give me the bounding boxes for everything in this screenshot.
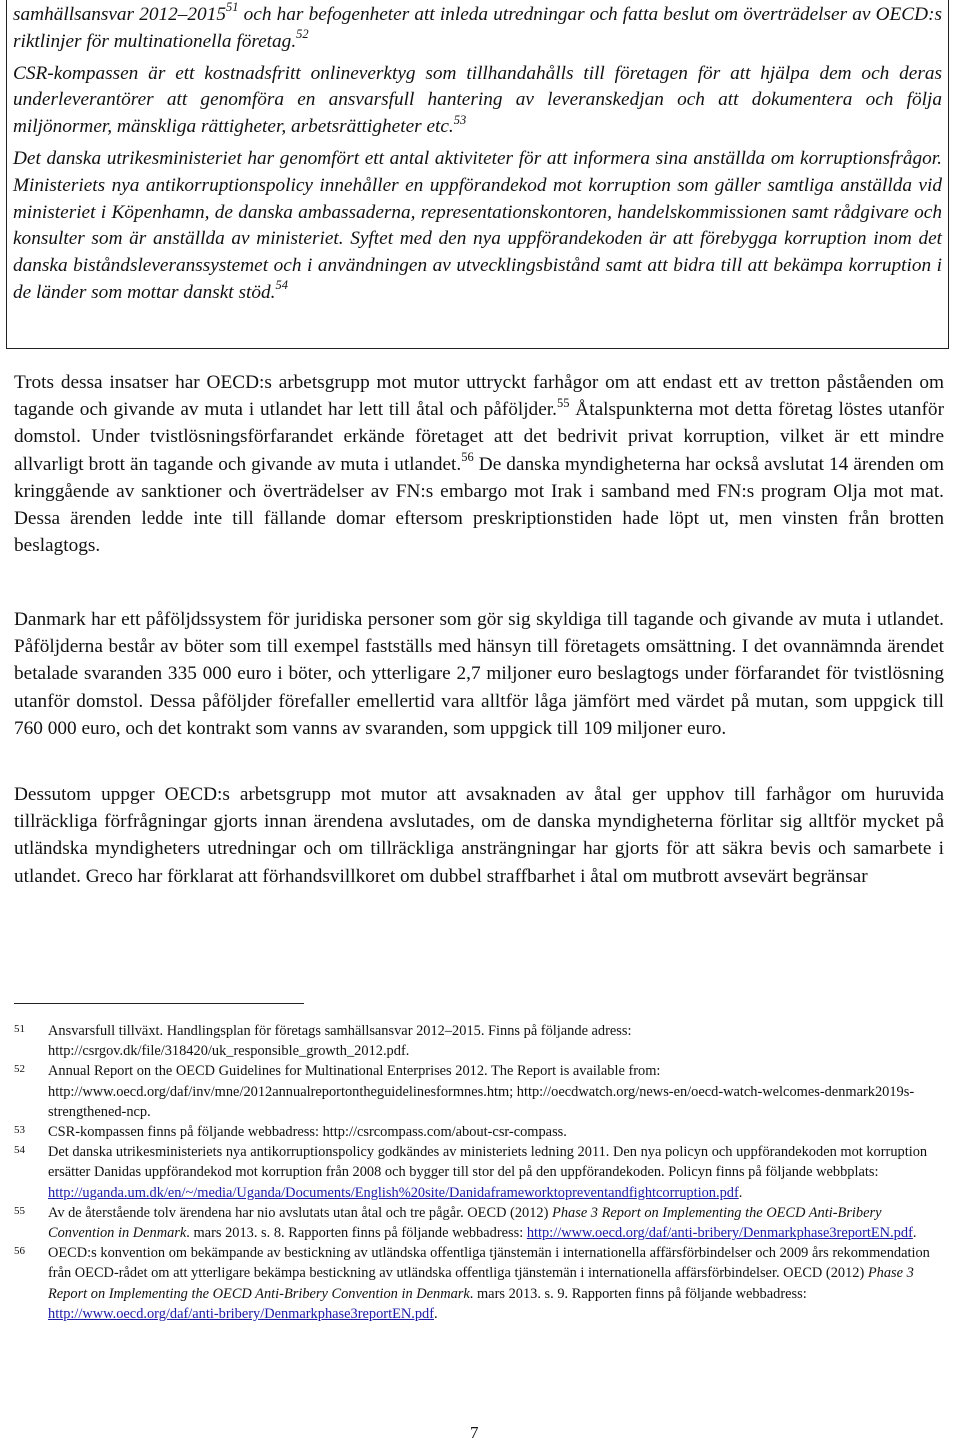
body-p2-text: Danmark har ett påföljdssystem för juridiska personer som gör sig skyldiga till tagande och givande av muta i utlandet. Påföljderna består av böter som till exempel fastställs med hänsyn till företagets omsättning. I det ovannämnda ärendet betalade svaranden 335 000 euro i böter, och ytterligare 2,7 miljoner euro beslagtogs under förfarandet för tvistlösning utanför domstol. Dessa påföljder förefaller emellertid vara alltför låga jämfört med värdet på mutan, som uppgick till 760 000 euro, och det kontrakt som vanns av svaranden, som uppgick till 109 miljoner euro. (14, 609, 944, 739)
footnote-text: Annual Report on the OECD Guidelines for Multinational Enterprises 2012. The Report is available from: http://www.oecd.org/daf/inv/mne/2012annualreportontheguidelinesformnes.htm; http://oecdwatch.org/news-en/oecd-watch-welcomes-denmark2019s-strengthened-ncp. (48, 1063, 915, 1120)
body-p1-part1: Trots dessa insatser har OECD:s arbetsgrupp mot mutor uttryckt farhågor om att endast ett av tretton påståenden om tagande och givande av muta i utlandet har lett till åtal och påföljder. (14, 372, 944, 421)
footnote-54-after: . (738, 1184, 743, 1201)
footnote-separator (14, 1003, 304, 1004)
body-p3-text: Dessutom uppger OECD:s arbetsgrupp mot mutor att avsaknaden av åtal ger upphov till farhågor om huruvida tillräckliga förfrågningar gjorts innan ärendena avslutades, om de danska myndigheterna förlitar sig alltför mycket på utländska myndigheters utredningar och om tillräckliga ansträngningar har gjorts för att säkra bevis och samarbete i utlandet. Greco har förklarat att förhandsvillkoret om dubbel straffbarhet i åtal om mutbrott avsevärt begränsar (14, 784, 944, 887)
footnote-52 (14, 1061, 944, 1122)
footnote-text: CSR-kompassen finns på följande webbadress: http://csrcompass.com/about-csr-compass. (48, 1124, 567, 1141)
box-p1-text-b: och har befogenheter att inleda utredningar och fatta beslut om överträdelser av OECD:s riktlinjer för multinationella företag. (13, 4, 943, 52)
box-p1-text-a: samhällsansvar 2012–2015 (13, 4, 226, 25)
page-number: 7 (470, 1423, 479, 1442)
footnote-55-pre: Av de återstående tolv ärendena har nio avslutats utan åtal och tre pågår. OECD (2012) (48, 1204, 553, 1221)
footnote-55 (14, 1203, 944, 1243)
footnote-number: 52 (14, 1063, 25, 1076)
footnote-number: 53 (14, 1124, 25, 1137)
footnote-number: 56 (14, 1245, 25, 1258)
footnote-55-post: . mars 2013. s. 8. Rapporten finns på följande webbadress: (186, 1225, 524, 1242)
box-paragraph-2 (13, 61, 942, 141)
body-p1-part3: De danska myndigheterna har också avslutat 14 ärenden om kringgående av sanktioner och överträdelser av FN:s embargo mot Irak i samband med FN:s program Olja mot mat. Dessa ärenden ledde inte till fällande domar eftersom preskriptionstiden hade löpt ut, men vinsten från brotten beslagtogs. (14, 453, 945, 557)
footnote-number: 51 (14, 1023, 25, 1035)
footnote-ref-54[interactable]: 54 (275, 278, 288, 293)
box-paragraph-3 (13, 146, 942, 307)
footnote-text (48, 1243, 944, 1324)
footnote-56-title: Phase 3 Report on Implementing the OECD Anti-Bribery Convention in Denmark (48, 1265, 914, 1302)
footnote-number: 55 (14, 1204, 25, 1217)
footnote-56-link[interactable]: http://www.oecd.org/daf/anti-bribery/Denmarkphase3reportEN.pdf (48, 1305, 435, 1322)
footnote-54 (14, 1142, 944, 1203)
box-p2-text: CSR-kompassen är ett kostnadsfritt onlineverktyg som tillhandahålls till företagen för att hjälpa dem och deras underleverantörer att genomföra en ansvarsfull hantering av leveranskedjan och att dokumentera och följa miljönormer, mänskliga rättigheter, arbetsrättigheter etc. (13, 62, 942, 138)
footnote-53 (14, 1122, 944, 1142)
footnote-56-post: . mars 2013. s. 9. Rapporten finns på följande webbadress: (469, 1285, 807, 1302)
box-paragraph-1 (13, 0, 942, 56)
footnote-56 (14, 1243, 944, 1324)
body-paragraph-3 (14, 781, 944, 890)
footnote-text (48, 1203, 944, 1243)
footnote-55-link[interactable]: http://www.oecd.org/daf/anti-bribery/Denmarkphase3reportEN.pdf (526, 1225, 913, 1242)
body-p1-part2: Åtalspunkterna mot detta företag löstes utanför domstol. Under tvistlösningsförfarandet erkände företaget att det bedrivit privat korruption, vilket är ett mindre allvarligt brott än tagande och givande av muta i utlandet. (14, 399, 944, 475)
body-paragraph-1 (14, 369, 944, 559)
footnote-text (48, 1142, 944, 1203)
body-paragraph-2 (14, 606, 944, 742)
footnote-ref-51[interactable]: 51 (225, 0, 239, 15)
footnote-ref-55[interactable]: 55 (556, 395, 570, 410)
box-p3-text: Det danska utrikesministeriet har genomfört ett antal aktiviteter för att informera sina anställda om korruptionsfrågor. Ministeriets nya antikorruptionspolicy innehåller en uppförandekod mot korruption som gäller samtliga anställda vid ministeriet i Köpenhamn, de danska ambassaderna, representationskontoren, handelskommissionen samt rådgivare och konsulter som är anställda av ministeriet. Syftet med den nya uppförandekoden är att förebygga korruption inom det danska biståndsleveranssystemet och i användningen av utvecklingsbistånd samt att bidra till att bekämpa korruption i de länder som mottar danskt stöd. (13, 147, 942, 303)
footnote-51 (14, 1021, 944, 1061)
boxed-text-section (6, 0, 949, 349)
footnote-ref-53[interactable]: 53 (453, 112, 467, 127)
footnote-number: 54 (14, 1144, 25, 1157)
footnote-54-link[interactable]: http://uganda.um.dk/en/~/media/Uganda/Documents/English%20site/Danidaframeworktopreventandfightcorruption.pdf (48, 1184, 739, 1201)
footnote-ref-56[interactable]: 56 (461, 449, 474, 464)
footnote-56-pre: OECD:s konvention om bekämpande av bestickning av utländska offentliga tjänstemän i internationella affärsförbindelser och 2009 års rekommendation från OECD-rådet om att ytterligare bekämpa bestickning av utländska offentliga tjänstemän i internationella affärsförbindelser. OECD (2012) (48, 1245, 930, 1282)
footnote-ref-52[interactable]: 52 (296, 27, 309, 42)
footnote-54-text: Det danska utrikesministeriets nya antikorruptionspolicy godkändes av ministeriets ledning 2011. Den nya policyn och uppförandekoden mot korruption ersätter Danidas uppförandekod mot korruption från 2008 och bygger till stor del på den uppförandekoden. Policyn finns på följande webbplats: (48, 1144, 928, 1181)
footnotes (14, 1021, 944, 1324)
footnote-56-after: . (434, 1305, 438, 1322)
footnote-text: Ansvarsfull tillväxt. Handlingsplan för företags samhällsansvar 2012–2015. Finns på följande adress: http://csrgov.dk/file/318420/uk_responsible_growth_2012.pdf. (48, 1023, 632, 1060)
footnote-55-after: . (912, 1225, 917, 1242)
footnote-55-title: Phase 3 Report on Implementing the OECD Anti-Bribery Convention in Denmark (48, 1204, 882, 1242)
